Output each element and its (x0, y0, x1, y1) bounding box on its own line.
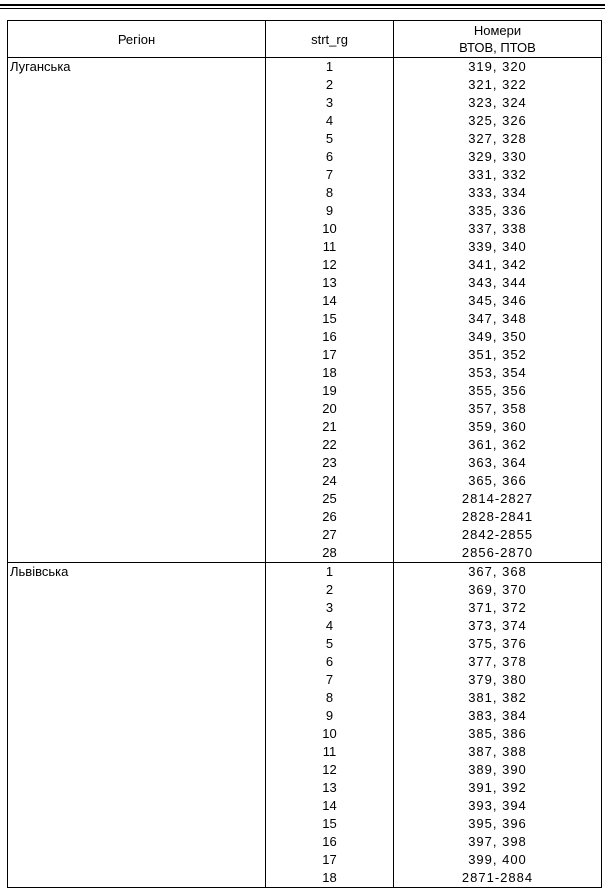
strt-rg-cell: 21 (266, 418, 394, 436)
table-row (8, 797, 602, 815)
strt-rg-cell: 8 (266, 689, 394, 707)
codes-cell: 355, 356 (394, 382, 602, 400)
table-row (8, 58, 602, 77)
region-cell (8, 328, 266, 346)
codes-cell: 369, 370 (394, 581, 602, 599)
region-cell (8, 238, 266, 256)
strt-rg-cell: 10 (266, 725, 394, 743)
codes-cell: 341, 342 (394, 256, 602, 274)
region-cell (8, 400, 266, 418)
top-rule-thin (0, 8, 605, 9)
region-cell (8, 526, 266, 544)
region-cell (8, 454, 266, 472)
codes-cell: 2842-2855 (394, 526, 602, 544)
table-row (8, 526, 602, 544)
strt-rg-cell: 27 (266, 526, 394, 544)
strt-rg-cell: 11 (266, 743, 394, 761)
strt-rg-cell: 4 (266, 617, 394, 635)
codes-cell: 365, 366 (394, 472, 602, 490)
codes-cell: 327, 328 (394, 130, 602, 148)
table-row (8, 292, 602, 310)
codes-cell: 343, 344 (394, 274, 602, 292)
header-codes-line1: Номери (473, 23, 522, 38)
codes-cell: 323, 324 (394, 94, 602, 112)
codes-cell: 387, 388 (394, 743, 602, 761)
codes-cell: 337, 338 (394, 220, 602, 238)
region-cell (8, 779, 266, 797)
strt-rg-cell: 13 (266, 779, 394, 797)
codes-cell: 2828-2841 (394, 508, 602, 526)
codes-cell: 375, 376 (394, 635, 602, 653)
table-row (8, 490, 602, 508)
region-cell (8, 490, 266, 508)
strt-rg-cell: 16 (266, 833, 394, 851)
table-row (8, 310, 602, 328)
strt-rg-cell: 7 (266, 671, 394, 689)
region-cell (8, 797, 266, 815)
codes-cell: 335, 336 (394, 202, 602, 220)
region-cell (8, 364, 266, 382)
strt-rg-cell: 23 (266, 454, 394, 472)
strt-rg-cell: 22 (266, 436, 394, 454)
table-row (8, 635, 602, 653)
table-row (8, 382, 602, 400)
table-row (8, 94, 602, 112)
table-row (8, 256, 602, 274)
strt-rg-cell: 14 (266, 797, 394, 815)
table-row (8, 725, 602, 743)
table-row (8, 184, 602, 202)
region-cell (8, 148, 266, 166)
strt-rg-cell: 24 (266, 472, 394, 490)
table-row (8, 202, 602, 220)
table-row (8, 544, 602, 563)
strt-rg-cell: 14 (266, 292, 394, 310)
table-row (8, 653, 602, 671)
region-cell (8, 869, 266, 888)
table-row (8, 599, 602, 617)
strt-rg-cell: 6 (266, 653, 394, 671)
strt-rg-cell: 25 (266, 490, 394, 508)
strt-rg-cell: 18 (266, 364, 394, 382)
region-cell (8, 581, 266, 599)
strt-rg-cell: 26 (266, 508, 394, 526)
codes-cell: 397, 398 (394, 833, 602, 851)
region-cell (8, 617, 266, 635)
region-cell: Львівська (8, 563, 266, 582)
table-row (8, 238, 602, 256)
codes-cell: 357, 358 (394, 400, 602, 418)
table-row (8, 472, 602, 490)
table-row (8, 346, 602, 364)
strt-rg-cell: 1 (266, 563, 394, 582)
strt-rg-cell: 20 (266, 400, 394, 418)
header-strt-rg: strt_rg (266, 21, 394, 58)
table-row (8, 166, 602, 184)
strt-rg-cell: 5 (266, 130, 394, 148)
strt-rg-cell: 15 (266, 310, 394, 328)
region-cell (8, 743, 266, 761)
header-row (8, 21, 602, 58)
table-row (8, 761, 602, 779)
region-cell (8, 166, 266, 184)
strt-rg-cell: 9 (266, 202, 394, 220)
codes-cell: 377, 378 (394, 653, 602, 671)
region-cell (8, 346, 266, 364)
table-row (8, 364, 602, 382)
strt-rg-cell: 16 (266, 328, 394, 346)
table-row (8, 779, 602, 797)
region-cell (8, 220, 266, 238)
table-row (8, 689, 602, 707)
codes-cell: 363, 364 (394, 454, 602, 472)
codes-cell: 383, 384 (394, 707, 602, 725)
strt-rg-cell: 4 (266, 112, 394, 130)
strt-rg-cell: 2 (266, 76, 394, 94)
codes-cell: 325, 326 (394, 112, 602, 130)
region-cell: Луганська (8, 58, 266, 77)
codes-cell: 339, 340 (394, 238, 602, 256)
region-table (7, 20, 602, 888)
strt-rg-cell: 18 (266, 869, 394, 888)
strt-rg-cell: 8 (266, 184, 394, 202)
region-cell (8, 508, 266, 526)
table-row (8, 220, 602, 238)
region-cell (8, 707, 266, 725)
table-row (8, 563, 602, 582)
strt-rg-cell: 15 (266, 815, 394, 833)
codes-cell: 381, 382 (394, 689, 602, 707)
region-cell (8, 130, 266, 148)
table-row (8, 328, 602, 346)
strt-rg-cell: 28 (266, 544, 394, 563)
table-row (8, 148, 602, 166)
codes-cell: 349, 350 (394, 328, 602, 346)
strt-rg-cell: 17 (266, 851, 394, 869)
codes-cell: 385, 386 (394, 725, 602, 743)
table-row (8, 274, 602, 292)
codes-cell: 2856-2870 (394, 544, 602, 563)
strt-rg-cell: 6 (266, 148, 394, 166)
strt-rg-cell: 17 (266, 346, 394, 364)
region-cell (8, 436, 266, 454)
codes-cell: 345, 346 (394, 292, 602, 310)
region-cell (8, 76, 266, 94)
codes-cell: 329, 330 (394, 148, 602, 166)
codes-cell: 379, 380 (394, 671, 602, 689)
codes-cell: 333, 334 (394, 184, 602, 202)
codes-cell: 361, 362 (394, 436, 602, 454)
strt-rg-cell: 10 (266, 220, 394, 238)
strt-rg-cell: 7 (266, 166, 394, 184)
region-cell (8, 833, 266, 851)
strt-rg-cell: 13 (266, 274, 394, 292)
region-cell (8, 635, 266, 653)
strt-rg-cell: 2 (266, 581, 394, 599)
region-cell (8, 94, 266, 112)
table-row (8, 617, 602, 635)
table-row (8, 508, 602, 526)
codes-cell: 353, 354 (394, 364, 602, 382)
codes-cell: 2871-2884 (394, 869, 602, 888)
codes-cell: 347, 348 (394, 310, 602, 328)
codes-cell: 373, 374 (394, 617, 602, 635)
codes-cell: 359, 360 (394, 418, 602, 436)
table-body (8, 58, 602, 888)
strt-rg-cell: 3 (266, 599, 394, 617)
strt-rg-cell: 5 (266, 635, 394, 653)
table-row (8, 671, 602, 689)
region-cell (8, 274, 266, 292)
table-row (8, 418, 602, 436)
region-cell (8, 382, 266, 400)
table-row (8, 743, 602, 761)
region-cell (8, 472, 266, 490)
region-cell (8, 256, 266, 274)
codes-cell: 351, 352 (394, 346, 602, 364)
table-row (8, 815, 602, 833)
region-cell (8, 725, 266, 743)
codes-cell: 393, 394 (394, 797, 602, 815)
region-cell (8, 671, 266, 689)
codes-cell: 391, 392 (394, 779, 602, 797)
codes-cell: 371, 372 (394, 599, 602, 617)
codes-cell: 395, 396 (394, 815, 602, 833)
strt-rg-cell: 3 (266, 94, 394, 112)
table-row (8, 707, 602, 725)
codes-cell: 399, 400 (394, 851, 602, 869)
table-row (8, 76, 602, 94)
region-cell (8, 653, 266, 671)
top-rule (0, 4, 605, 6)
region-cell (8, 418, 266, 436)
table-row (8, 851, 602, 869)
table-row (8, 130, 602, 148)
strt-rg-cell: 11 (266, 238, 394, 256)
region-cell (8, 761, 266, 779)
region-cell (8, 310, 266, 328)
region-cell (8, 599, 266, 617)
codes-cell: 2814-2827 (394, 490, 602, 508)
codes-cell: 389, 390 (394, 761, 602, 779)
strt-rg-cell: 9 (266, 707, 394, 725)
table-row (8, 112, 602, 130)
strt-rg-cell: 12 (266, 256, 394, 274)
codes-cell: 321, 322 (394, 76, 602, 94)
region-cell (8, 689, 266, 707)
header-region: Регіон (8, 21, 266, 58)
table-row (8, 436, 602, 454)
region-cell (8, 184, 266, 202)
region-cell (8, 112, 266, 130)
table-row (8, 581, 602, 599)
table-row (8, 454, 602, 472)
region-cell (8, 544, 266, 563)
table-row (8, 400, 602, 418)
header-codes (394, 21, 602, 58)
strt-rg-cell: 12 (266, 761, 394, 779)
table-row (8, 833, 602, 851)
region-cell (8, 292, 266, 310)
strt-rg-cell: 19 (266, 382, 394, 400)
header-codes-line2: ВТОВ, ПТОВ (459, 40, 536, 55)
region-cell (8, 815, 266, 833)
codes-cell: 319, 320 (394, 58, 602, 77)
table-row (8, 869, 602, 888)
codes-cell: 331, 332 (394, 166, 602, 184)
strt-rg-cell: 1 (266, 58, 394, 77)
region-cell (8, 851, 266, 869)
region-cell (8, 202, 266, 220)
codes-cell: 367, 368 (394, 563, 602, 582)
